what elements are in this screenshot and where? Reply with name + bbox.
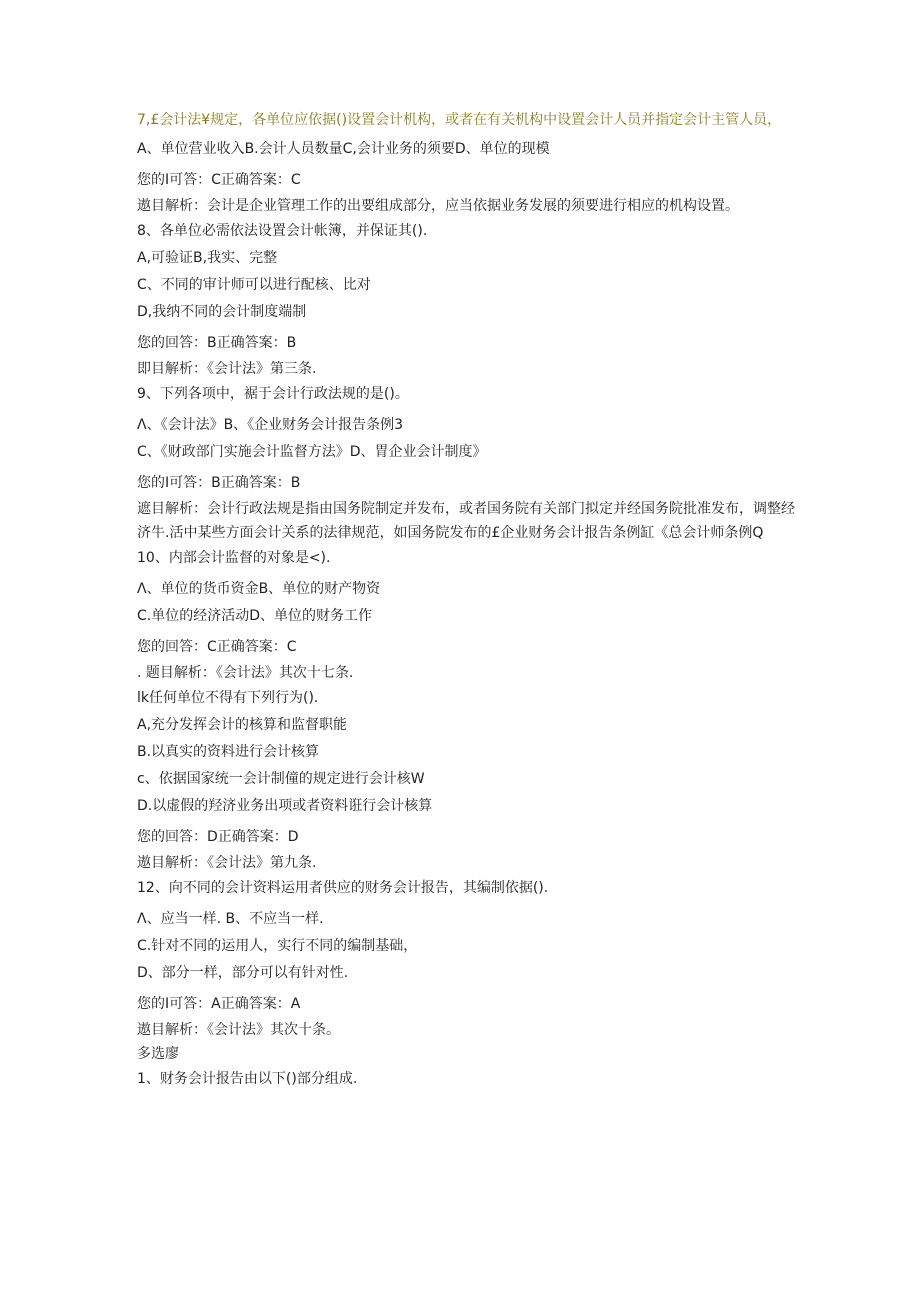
question-8-option-d: D,我纳不同的会计制度端制 [137,304,307,320]
question-8-option-a-b: A,可验证B,我实、完整 [137,250,278,266]
question-12: 12、向不同的会计资料运用者供应的财务会计报告，其编制依据(). [137,880,549,896]
question-12-answer: 您的I可答：A正确答案：A [137,996,301,1012]
question-11-answer: 您的回答：D正确答案：D [137,829,299,845]
question-8-option-c: C、不同的审计师可以进行配核、比对 [137,277,371,293]
question-12-option-c: C.针对不同的运用人，实行不同的编制基础， [137,938,418,954]
question-10-answer: 您的回答：C正确答案：C [137,639,297,655]
question-11: lk任何单位不得有下列行为(). [137,690,319,706]
question-10-explanation: . 题目解析：《会计法》其次十七条. [137,665,354,681]
question-9-answer: 您的I可答：B正确答案：B [137,475,301,491]
question-12-option-d: D、部分一样，部分可以有针对性. [137,965,349,981]
question-9-explanation: 遮目解析：会计行政法规是指由国务院制定并发布，或者国务院有关部门拟定并经国务院批准发布，调整经济牛.活中某些方面会计关系的法律规范，如国务院发布的£企业财务会计报告条例缸《总会计师条例Q [137,501,795,541]
question-10-option-a-b: Λ、单位的货币资金B、单位的财产物资 [137,581,381,597]
question-9-option-a-b: Λ、《会计法》B、《企业财务会计报告条例3 [137,417,404,433]
question-11-option-a: A,充分发挥会计的核算和监督职能 [137,717,348,733]
question-11-option-b: B.以真实的资料进行会计核算 [137,744,320,760]
question-12-option-a-b: Λ、应当一样. B、不应当一样. [137,911,324,927]
question-9-option-c-d: C、《财政部门实施会计监督方法》D、胃企业会计制度》 [137,444,487,460]
question-10: 10、内部会计监督的对象是<). [137,550,331,566]
question-12-explanation: 遨目解析：《会计法》其次十条。 [137,1022,340,1038]
question-10-option-c-d: C.单位的经济活动D、单位的财务工作 [137,608,373,624]
question-9: 9、下列各项中，裾于会计行政法规的是()。 [137,386,409,402]
multi-question-1: 1、财务会计报告由以下()部分组成. [137,1071,358,1087]
question-8: 8、各单位必需依法设置会计帐簿，并保证其(). [137,223,428,239]
question-7-options: A、单位营业收入B.会计人员数量C,会计业务的须要D、单位的现模 [137,141,550,157]
question-11-option-d: D.以虚假的羟济业务出项或者资料诳行会计核算 [137,798,433,814]
question-7-answer: 您的I可答：C正确答案：C [137,172,301,188]
question-7: 7,£会计法¥规定，各单位应依据()设置会计机构，或者在有关机构中设置会计人员并指定会计主管人员， [137,112,782,128]
question-8-explanation: 即目解析：《会计法》第三条. [137,361,317,377]
question-7-explanation: 遨目解析：会计是企业管理工作的出要组成部分，应当依据业务发展的须要进行相应的机构设置。 [137,198,739,214]
document-body [137,108,797,1093]
question-11-explanation: 遨目解析：《会计法》第九条. [137,855,317,871]
section-heading-multiple-choice: 多选廖 [137,1046,179,1062]
question-11-option-c: c、依据国家统一会计制僮的规定进行会计核W [137,771,425,787]
question-8-answer: 您的回答：B正确答案：B [137,335,297,351]
